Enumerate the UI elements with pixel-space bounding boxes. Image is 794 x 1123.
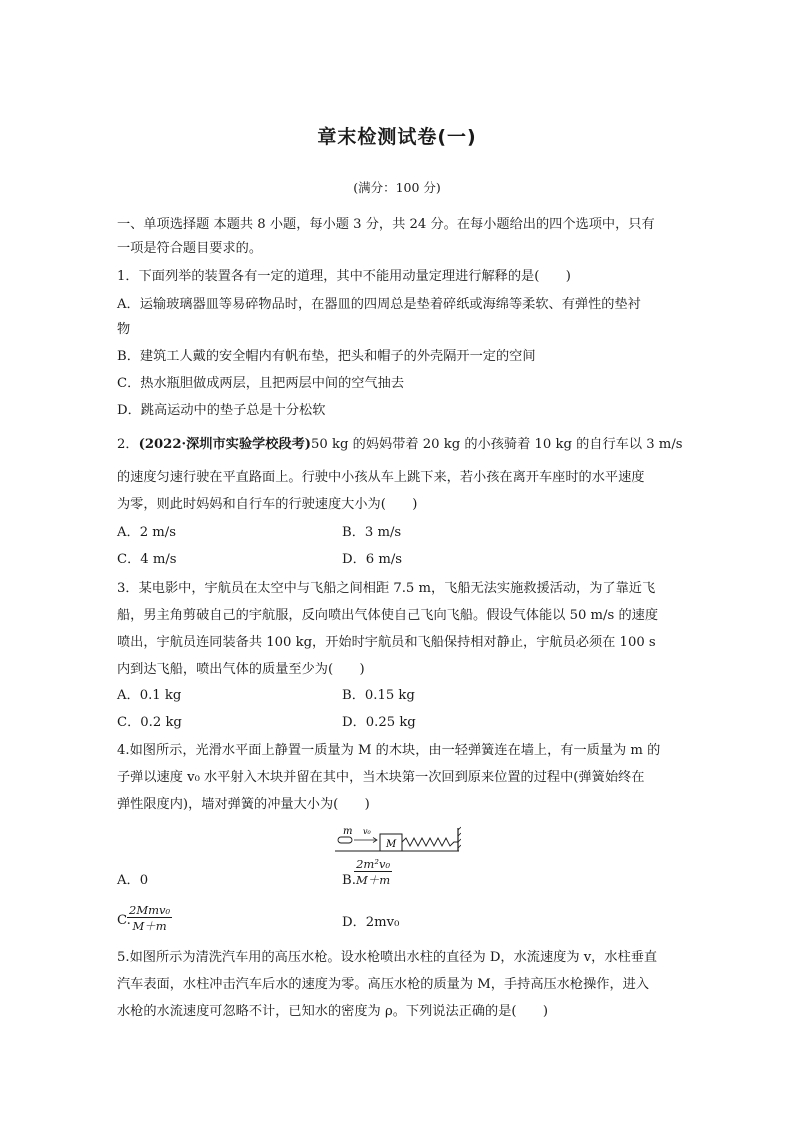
q4-option-b-fraction — [354, 857, 392, 888]
q3-stem-line1: 3．某电影中，宇航员在太空中与飞船之间相距 7.5 m，飞船无法实施救援活动，为了靠近飞 — [117, 581, 656, 596]
q1-stem: 1．下面列举的装置各有一定的道理，其中不能用动量定理进行解释的是( ) — [117, 269, 571, 284]
q5-stem-line3: 水枪的水流速度可忽略不计，已知水的密度为 ρ。下列说法正确的是( ) — [117, 1004, 549, 1019]
q3-option-a: A．0.1 kg — [117, 688, 182, 703]
q2-source: (2022·深圳市实验学校段考) — [138, 437, 312, 452]
block-mass-label: M — [386, 839, 397, 850]
q2-option-d: D．6 m/s — [342, 552, 403, 567]
q3-option-d: D．0.25 kg — [342, 715, 416, 730]
full-score: (满分：100 分) — [353, 180, 441, 195]
page-title: 章末检测试卷(一) — [317, 126, 477, 148]
q1-option-c: C．热水瓶胆做成两层，且把两层中间的空气抽去 — [117, 376, 405, 391]
section-header-line2: 一项是符合题目要求的。 — [117, 241, 263, 256]
q2-stem-line2: 的速度匀速行驶在平直路面上。行驶中小孩从车上跳下来，若小孩在离开车座时的水平速度 — [117, 470, 645, 485]
q3-option-c: C．0.2 kg — [117, 715, 182, 730]
q2-option-a: A．2 m/s — [117, 525, 177, 540]
q2-stem-line1 — [117, 436, 683, 454]
q4-option-c-label: C. — [117, 913, 131, 928]
q3-stem-line4: 内到达飞船，喷出气体的质量至少为( ) — [117, 662, 365, 677]
q4-stem-line3: 弹性限度内)，墙对弹簧的冲量大小为( ) — [117, 797, 370, 812]
q2-number: 2． — [117, 437, 139, 452]
bullet-shape — [338, 837, 352, 843]
q4-option-a: A．0 — [117, 873, 149, 888]
q2-option-c: C．4 m/s — [117, 552, 177, 567]
q4-option-c-fraction — [127, 903, 172, 934]
q4-stem-line1: 4.如图所示，光滑水平面上静置一质量为 M 的木块，由一轻弹簧连在墙上，有一质量为 m 的 — [117, 743, 661, 758]
q2-stem-line3: 为零，则此时妈妈和自行车的行驶速度大小为( ) — [117, 497, 418, 512]
q4-option-c-numerator: 2Mmv₀ — [129, 903, 171, 917]
q1-option-d: D．跳高运动中的垫子总是十分松软 — [117, 403, 326, 418]
q4-option-b-label: B. — [342, 873, 356, 888]
q4-option-b-numerator: 2m²v₀ — [354, 857, 392, 872]
q2-stem-text: 50 kg 的妈妈带着 20 kg 的小孩骑着 10 kg 的自行车以 3 m/s — [311, 437, 683, 452]
bullet-block-spring-figure — [333, 824, 461, 854]
q4-option-b-denominator: M＋m — [356, 873, 391, 887]
q4-option-d: D．2mv₀ — [342, 915, 400, 930]
q3-stem-line3: 喷出，宇航员连同装备共 100 kg，开始时宇航员和飞船保持相对静止，宇航员必须在 100 s — [117, 635, 656, 650]
q1-option-a-line2: 物 — [117, 322, 131, 337]
q3-option-b: B．0.15 kg — [342, 688, 415, 703]
q5-stem-line1: 5.如图所示为清洗汽车用的高压水枪。设水枪喷出水柱的直径为 D，水流速度为 v，水柱垂直 — [117, 950, 658, 965]
q1-option-a-line1: A．运输玻璃器皿等易碎物品时，在器皿的四周总是垫着碎纸或海绵等柔软、有弹性的垫衬 — [117, 297, 641, 312]
q5-stem-line2: 汽车表面，水柱冲击汽车后水的速度为零。高压水枪的质量为 M，手持高压水枪操作，进入 — [117, 977, 650, 992]
spring-shape — [402, 838, 458, 846]
q4-option-c-denominator: M＋m — [132, 919, 167, 933]
q4-stem-line2: 子弹以速度 v₀ 水平射入木块并留在其中，当木块第一次回到原来位置的过程中(弹簧始终在 — [117, 770, 645, 785]
q2-option-b: B．3 m/s — [342, 525, 402, 540]
section-header-line1: 一、单项选择题 本题共 8 小题，每小题 3 分，共 24 分。在每小题给出的四个选项中，只有 — [117, 217, 655, 232]
bullet-mass-label: m — [343, 826, 353, 837]
velocity-label: v₀ — [363, 827, 371, 836]
q3-stem-line2: 船，男主角剪破自己的宇航服，反向喷出气体使自己飞向飞船。假设气体能以 50 m/s 的速度 — [117, 608, 659, 623]
q1-option-b: B．建筑工人戴的安全帽内有帆布垫，把头和帽子的外壳隔开一定的空间 — [117, 349, 536, 364]
